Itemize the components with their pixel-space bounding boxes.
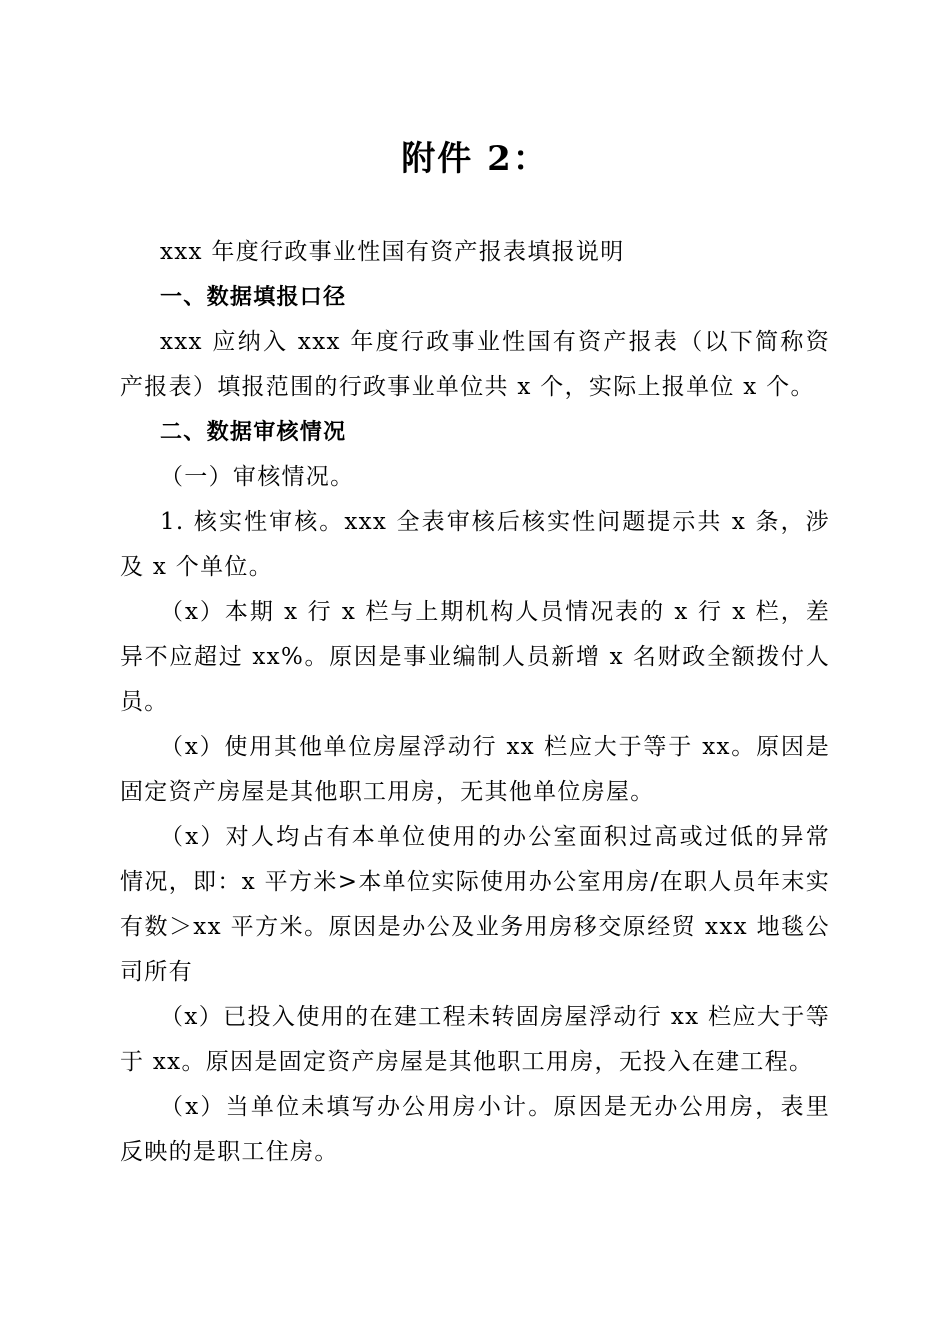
- section-heading-2: 二、数据审核情况: [160, 420, 347, 445]
- paragraph-scope: xxx 应纳入 xxx 年度行政事业性国有资产报表（以下简称资产报表）填报范围的行政事业单位共 x 个，实际上报单位 x 个。: [120, 329, 830, 400]
- subsection-heading-1: （一）审核情况。: [160, 464, 355, 490]
- list-item-construction: （x）已投入使用的在建工程未转固房屋浮动行 xx 栏应大于等于 xx。原因是固定资产房屋是其他职工用房，无投入在建工程。: [120, 1004, 830, 1075]
- report-title-line: xxx 年度行政事业性国有资产报表填报说明: [160, 239, 625, 265]
- list-item-staff-difference: （x）本期 x 行 x 栏与上期机构人员情况表的 x 行 x 栏，差异不应超过 xx%。原因是事业编制人员新增 x 名财政全额拨付人员。: [120, 599, 830, 715]
- paragraph-verification: 1. 核实性审核。xxx 全表审核后核实性问题提示共 x 条，涉及 x 个单位。: [120, 509, 830, 580]
- list-item-office-area: （x）对人均占有本单位使用的办公室面积过高或过低的异常情况，即：x 平方米>本单位实际使用办公室用房/在职人员年末实有数＞xx 平方米。原因是办公及业务用房移交原经贸 xxx 地毯公司所有: [120, 824, 830, 985]
- section-heading-1: 一、数据填报口径: [160, 285, 347, 310]
- document-body: [120, 230, 830, 1175]
- list-item-office-subtotal: （x）当单位未填写办公用房小计。原因是无办公用房，表里反映的是职工住房。: [120, 1094, 830, 1165]
- attachment-title: 附件 2：: [401, 139, 549, 179]
- list-item-other-unit-housing: （x）使用其他单位房屋浮动行 xx 栏应大于等于 xx。原因是固定资产房屋是其他职工用房，无其他单位房屋。: [120, 734, 830, 805]
